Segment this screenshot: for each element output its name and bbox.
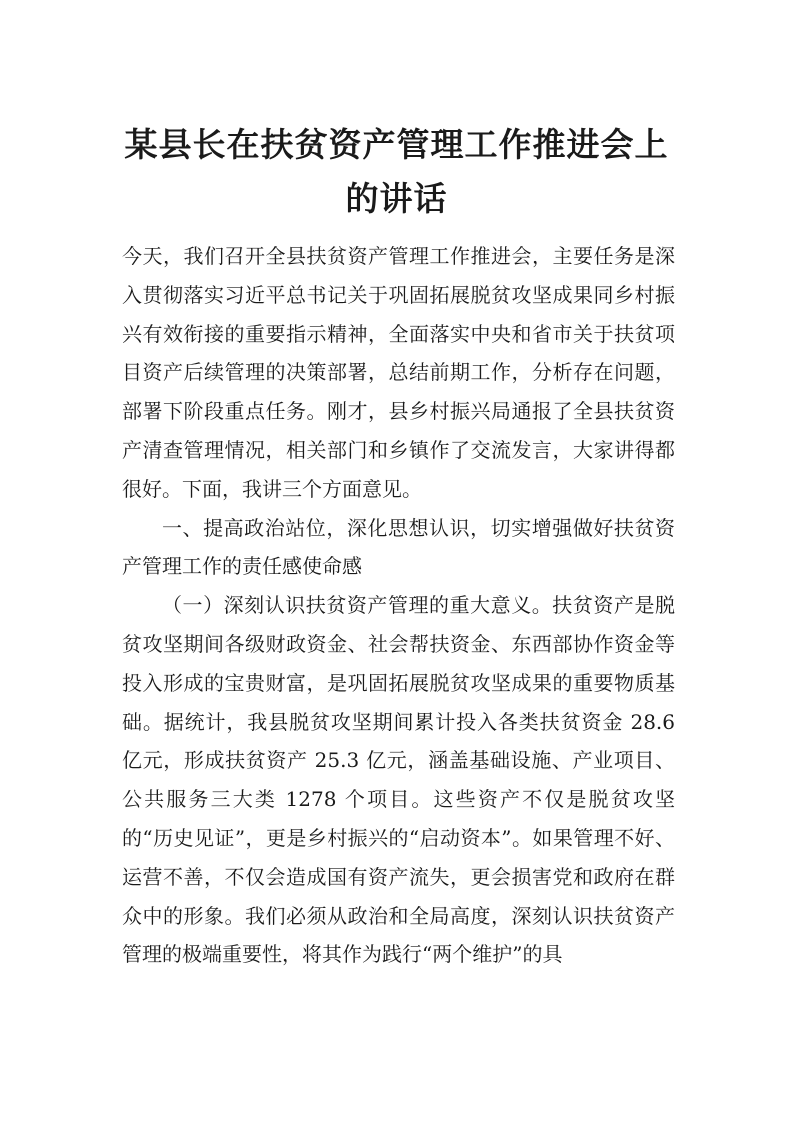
document-title: 某县长在扶贫资产管理工作推进会上的讲话	[124, 125, 669, 218]
subsection-paragraph-1: （一）深刻认识扶贫资产管理的重大意义。扶贫资产是脱贫攻坚期间各级财政资金、社会帮扶资金、东西部协作资金等投入形成的宝贵财富，是巩固拓展脱贫攻坚成果的重要物质基础。据统计，我县脱贫攻坚期间累计投入各类扶贫资金 28.6 亿元，形成扶贫资产 25.3 亿元，涵盖基础设施、产业项目、公共服务三大类 1278 个项目。这些资产不仅是脱贫攻坚的“历史见证”，更是乡村振兴的“启动资本”。如果管理不好、运营不善，不仅会造成国有资产流失，更会损害党和政府在群众中的形象。我们必须从政治和全局高度，深刻认识扶贫资产管理的极端重要性，将其作为践行“两个维护”的具	[122, 593, 675, 967]
intro-paragraph: 今天，我们召开全县扶贫资产管理工作推进会，主要任务是深入贯彻落实习近平总书记关于巩固拓展脱贫攻坚成果同乡村振兴有效衔接的重要指示精神，全面落实中央和省市关于扶贫项目资产后续管理的决策部署，总结前期工作，分析存在问题，部署下阶段重点任务。刚才，县乡村振兴局通报了全县扶贫资产清查管理情况，相关部门和乡镇作了交流发言，大家讲得都很好。下面，我讲三个方面意见。	[122, 244, 675, 501]
document-body	[122, 237, 675, 974]
section-heading-1: 一、提高政治站位，深化思想认识，切实增强做好扶贫资产管理工作的责任感使命感	[122, 515, 675, 579]
